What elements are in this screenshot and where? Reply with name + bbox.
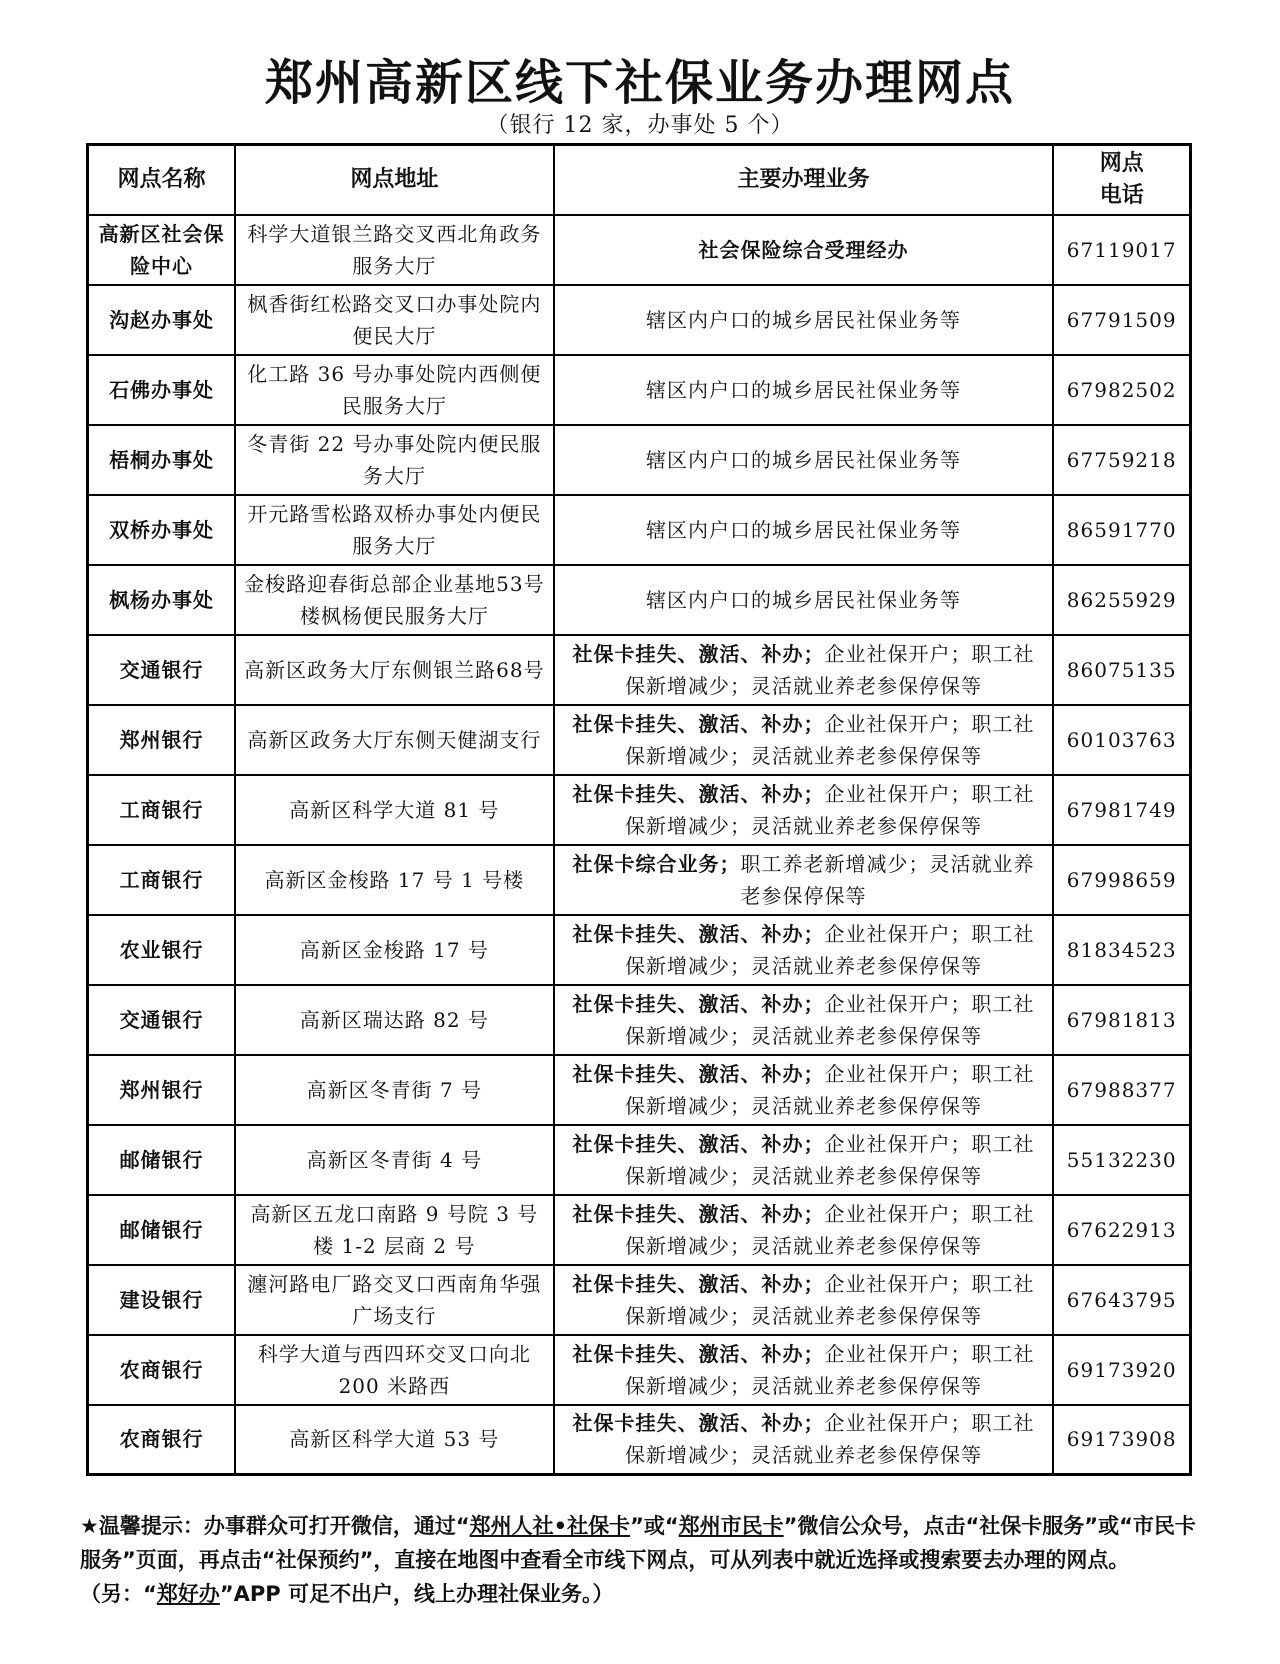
point-address-cell: 瀍河路电厂路交叉口西南角华强广场支行: [235, 1265, 553, 1335]
point-address-cell: 高新区瑞达路 82 号: [235, 985, 553, 1055]
business-cell: [554, 1055, 1054, 1125]
point-address-cell: 科学大道银兰路交叉西北角政务服务大厅: [235, 215, 553, 285]
table-row: [88, 1055, 1191, 1125]
business-highlight: 社保卡挂失、激活、补办；: [572, 1271, 825, 1296]
point-address-cell: 高新区金梭路 17 号: [235, 915, 553, 985]
point-phone-cell: 67981749: [1053, 775, 1190, 845]
business-detail: 辖区内户口的城乡居民社保业务等: [645, 377, 961, 402]
business-cell: [554, 1265, 1054, 1335]
point-address-cell: 高新区五龙口南路 9 号院 3 号楼 1-2 层商 2 号: [235, 1195, 553, 1265]
business-highlight: 社保卡挂失、激活、补办；: [572, 711, 825, 736]
business-highlight: 社保卡挂失、激活、补办；: [572, 1341, 825, 1366]
point-phone-cell: 67119017: [1053, 215, 1190, 285]
point-phone-cell: 69173920: [1053, 1335, 1190, 1405]
tip-notice: [80, 1509, 1200, 1611]
point-address-cell: 冬青街 22 号办事处院内便民服务大厅: [235, 425, 553, 495]
point-address-cell: 高新区金梭路 17 号 1 号楼: [235, 845, 553, 915]
table-row: [88, 845, 1191, 915]
business-detail: 辖区内户口的城乡居民社保业务等: [645, 587, 961, 612]
business-highlight: 社保卡挂失、激活、补办；: [572, 781, 825, 806]
point-phone-cell: 86255929: [1053, 565, 1190, 635]
point-name-cell: 高新区社会保险中心: [88, 215, 236, 285]
business-cell: [554, 495, 1054, 565]
point-address-cell: 高新区科学大道 81 号: [235, 775, 553, 845]
business-detail: 企业社保开户；职工社保新增减少；灵活就业养老参保停保等: [624, 921, 1035, 978]
business-highlight: 社会保险综合受理经办: [698, 237, 909, 262]
business-cell: [554, 285, 1054, 355]
table-row: [88, 355, 1191, 425]
point-address-cell: 开元路雪松路双桥办事处内便民服务大厅: [235, 495, 553, 565]
header-address: 网点地址: [235, 145, 553, 215]
business-highlight: 社保卡挂失、激活、补办；: [572, 1411, 825, 1436]
business-cell: [554, 915, 1054, 985]
point-phone-cell: 67988377: [1053, 1055, 1190, 1125]
table-row: [88, 285, 1191, 355]
table-row: [88, 1405, 1191, 1475]
business-detail: 企业社保开户；职工社保新增减少；灵活就业养老参保停保等: [624, 1061, 1035, 1118]
point-name-cell: 交通银行: [88, 635, 236, 705]
point-phone-cell: 67998659: [1053, 845, 1190, 915]
point-phone-cell: 67791509: [1053, 285, 1190, 355]
business-highlight: 社保卡挂失、激活、补办；: [572, 641, 825, 666]
business-detail: 企业社保开户；职工社保新增减少；灵活就业养老参保停保等: [624, 1341, 1035, 1398]
point-name-cell: 农业银行: [88, 915, 236, 985]
business-detail: 企业社保开户；职工社保新增减少；灵活就业养老参保停保等: [624, 991, 1035, 1048]
app-link[interactable]: 郑好办: [156, 1582, 220, 1606]
point-phone-cell: 67982502: [1053, 355, 1190, 425]
table-row: [88, 705, 1191, 775]
point-name-cell: 郑州银行: [88, 705, 236, 775]
table-row: [88, 1265, 1191, 1335]
tip-text-3: ”微信公众号，点击“社保卡服务”或“市民卡服务”页面，再点击“社保预约”，直接在地图中查看全市线下网点，可从列表中就近选择或搜索要去办理的网点。（另：“: [80, 1514, 1196, 1606]
table-row: [88, 635, 1191, 705]
header-name: 网点名称: [88, 145, 236, 215]
business-cell: [554, 1405, 1054, 1475]
point-phone-cell: 55132230: [1053, 1125, 1190, 1195]
table-row: [88, 215, 1191, 285]
business-cell: [554, 775, 1054, 845]
tip-text-4: ”APP 可足不出户，线上办理社保业务。）: [219, 1582, 614, 1606]
business-highlight: 社保卡挂失、激活、补办；: [572, 991, 825, 1016]
table-body: [88, 215, 1191, 1475]
business-detail: 企业社保开户；职工社保新增减少；灵活就业养老参保停保等: [624, 1131, 1035, 1188]
point-address-cell: 化工路 36 号办事处院内西侧便民服务大厅: [235, 355, 553, 425]
business-detail: 企业社保开户；职工社保新增减少；灵活就业养老参保停保等: [624, 781, 1035, 838]
tip-text-2: ”或“: [630, 1514, 679, 1538]
point-address-cell: 枫香街红松路交叉口办事处院内便民大厅: [235, 285, 553, 355]
business-highlight: 社保卡综合业务；: [572, 851, 741, 876]
business-cell: [554, 355, 1054, 425]
point-name-cell: 枫杨办事处: [88, 565, 236, 635]
page-subtitle: （银行 12 家，办事处 5 个）: [486, 113, 794, 138]
point-phone-cell: 81834523: [1053, 915, 1190, 985]
point-name-cell: 郑州银行: [88, 1055, 236, 1125]
table-row: [88, 1335, 1191, 1405]
header-phone-line2: 电话: [1099, 182, 1144, 208]
table-row: [88, 775, 1191, 845]
table-row: [88, 565, 1191, 635]
table-row: [88, 915, 1191, 985]
header-phone-line1: 网点: [1099, 150, 1144, 176]
point-name-cell: 双桥办事处: [88, 495, 236, 565]
table-row: [88, 1125, 1191, 1195]
point-phone-cell: 67981813: [1053, 985, 1190, 1055]
point-phone-cell: 67622913: [1053, 1195, 1190, 1265]
point-phone-cell: 60103763: [1053, 705, 1190, 775]
wechat-account-link-2[interactable]: 郑州市民卡: [678, 1514, 784, 1538]
business-cell: [554, 425, 1054, 495]
business-cell: [554, 565, 1054, 635]
point-phone-cell: 69173908: [1053, 1405, 1190, 1475]
table-row: [88, 985, 1191, 1055]
business-highlight: 社保卡挂失、激活、补办；: [572, 1061, 825, 1086]
tip-text-1: ★温馨提示：办事群众可打开微信，通过“: [80, 1514, 470, 1538]
business-cell: [554, 215, 1054, 285]
business-cell: [554, 1195, 1054, 1265]
business-detail: 企业社保开户；职工社保新增减少；灵活就业养老参保停保等: [624, 711, 1035, 768]
point-name-cell: 工商银行: [88, 775, 236, 845]
point-name-cell: 沟赵办事处: [88, 285, 236, 355]
point-name-cell: 交通银行: [88, 985, 236, 1055]
page-title: 郑州高新区线下社保业务办理网点: [264, 55, 1015, 111]
business-highlight: 社保卡挂失、激活、补办；: [572, 921, 825, 946]
wechat-account-link-1[interactable]: 郑州人社•社保卡: [469, 1514, 631, 1538]
point-name-cell: 邮储银行: [88, 1125, 236, 1195]
header-business: 主要办理业务: [554, 145, 1054, 215]
business-highlight: 社保卡挂失、激活、补办；: [572, 1131, 825, 1156]
table-header-row: [88, 145, 1191, 215]
business-detail: 辖区内户口的城乡居民社保业务等: [645, 517, 961, 542]
business-cell: [554, 845, 1054, 915]
point-name-cell: 邮储银行: [88, 1195, 236, 1265]
table-row: [88, 495, 1191, 565]
point-phone-cell: 86075135: [1053, 635, 1190, 705]
point-name-cell: 农商银行: [88, 1335, 236, 1405]
business-cell: [554, 1125, 1054, 1195]
table-row: [88, 1195, 1191, 1265]
point-name-cell: 石佛办事处: [88, 355, 236, 425]
business-detail: 辖区内户口的城乡居民社保业务等: [645, 447, 961, 472]
table-row: [88, 425, 1191, 495]
header-phone: [1053, 145, 1190, 215]
business-highlight: 社保卡挂失、激活、补办；: [572, 1201, 825, 1226]
point-address-cell: 高新区政务大厅东侧天健湖支行: [235, 705, 553, 775]
point-phone-cell: 67759218: [1053, 425, 1190, 495]
point-name-cell: 建设银行: [88, 1265, 236, 1335]
service-points-table: [86, 143, 1192, 1476]
business-detail: 辖区内户口的城乡居民社保业务等: [645, 307, 961, 332]
point-address-cell: 高新区科学大道 53 号: [235, 1405, 553, 1475]
point-address-cell: 高新区政务大厅东侧银兰路68号: [235, 635, 553, 705]
business-detail: 企业社保开户；职工社保新增减少；灵活就业养老参保停保等: [624, 1411, 1035, 1468]
point-address-cell: 高新区冬青街 7 号: [235, 1055, 553, 1125]
point-name-cell: 梧桐办事处: [88, 425, 236, 495]
business-cell: [554, 985, 1054, 1055]
business-detail: 企业社保开户；职工社保新增减少；灵活就业养老参保停保等: [624, 1271, 1035, 1328]
point-address-cell: 高新区冬青街 4 号: [235, 1125, 553, 1195]
point-address-cell: 科学大道与西四环交叉口向北200 米路西: [235, 1335, 553, 1405]
business-detail: 企业社保开户；职工社保新增减少；灵活就业养老参保停保等: [624, 641, 1035, 698]
business-cell: [554, 635, 1054, 705]
point-name-cell: 农商银行: [88, 1405, 236, 1475]
point-address-cell: 金梭路迎春街总部企业基地53号楼枫杨便民服务大厅: [235, 565, 553, 635]
business-cell: [554, 705, 1054, 775]
business-detail: 企业社保开户；职工社保新增减少；灵活就业养老参保停保等: [624, 1201, 1035, 1258]
business-cell: [554, 1335, 1054, 1405]
business-detail: 职工养老新增减少；灵活就业养老参保停保等: [740, 851, 1035, 908]
point-phone-cell: 86591770: [1053, 495, 1190, 565]
point-name-cell: 工商银行: [88, 845, 236, 915]
point-phone-cell: 67643795: [1053, 1265, 1190, 1335]
